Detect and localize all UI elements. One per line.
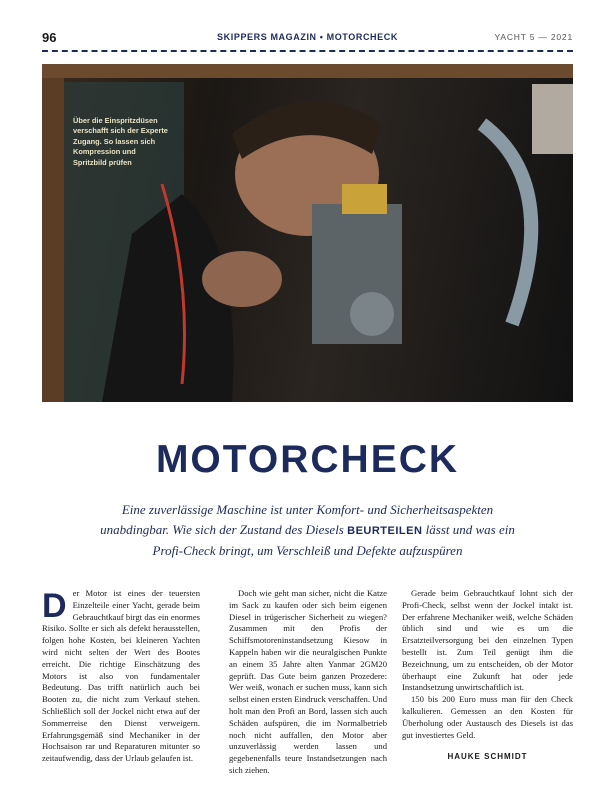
body-column-2	[229, 588, 387, 777]
photo-caption: Über die Einspritzdüsen verschafft sich der Experte Zugang. So lassen sich Kompression und Spritzbild prüfen	[73, 116, 168, 167]
hero-photo	[42, 64, 573, 402]
engine-photo-illustration	[42, 64, 573, 402]
header-divider	[42, 50, 573, 52]
lead-keyword: BEURTEILEN	[347, 524, 423, 537]
page-header	[42, 30, 573, 46]
lead-text-1: Eine zuverlässige Maschine ist unter Komfort- und Sicherheitsaspekten unabdingbar. Wie sich der Zustand des Diesels	[100, 502, 494, 537]
issue-label: YACHT 5 — 2021	[494, 32, 573, 42]
lead-text-2: lässt und was ein Profi-Check bringt, um Verschleiß und Defekte aufzuspüren	[152, 521, 515, 558]
body-paragraph: 150 bis 200 Euro muss man für den Check kalkulieren. Gemessen an den Kosten für Überholung oder Austausch des Diesels ist das gut investiertes Geld.	[402, 694, 573, 740]
body-paragraph: er Motor ist eines der teuersten Einzelteile einer Yacht, gerade beim Gebrauchtkauf birgt das ein enormes Risiko. Sollte er sich als defekt herausstellen, folgen hohe Kosten, bei kleineren Yachten wird nicht selten der Wert des Bootes erreicht. Die richtige Einschätzung des Motors ist also von fundamentaler Bedeutung. Das trifft natürlich auch bei Booten zu, die nicht zum Verkauf stehen. Schließlich soll der Jockel nicht etwa auf der Sommerreise den Dienst verweigern. Erfahrungsgemäß sind Mechaniker in der Hochsaison rar und Reparaturen mitunter so zeitaufwendig, dass der Urlaub gelaufen ist.	[42, 588, 200, 764]
wood-beam-top	[42, 64, 573, 78]
author-byline: HAUKE SCHMIDT	[447, 752, 528, 761]
body-column-1	[42, 588, 200, 765]
body-paragraph: Gerade beim Gebrauchtkauf lohnt sich der Profi-Check, selbst wenn der Jockel intakt ist. Der erfahrene Mechaniker weiß, welche Schäden üblich sind und wie es um die Ersatzteilversorgung bei den einzelnen Typen bestellt ist. Zum Teil genügt ihm die Bezeichnung, um zu entscheiden, ob der Motor überhaupt eine Zukunft hat oder jede Instandsetzung unwirtschaftlich ist.	[402, 588, 573, 693]
background-window	[532, 84, 573, 154]
drop-cap: D	[42, 587, 67, 625]
body-column-3	[402, 588, 573, 741]
body-paragraph: Doch wie geht man sicher, nicht die Katze im Sack zu kaufen oder sich beim eigenen Diesel in trügerischer Sicherheit zu wiegen? Zusammen mit den Profis der Schiffsmotoreninstandsetzung Kiesow in Kappeln haben wir die neuralgischen Punkte an einem 35 Jahre alten Yanmar 2GM20 geprüft. Das Gute beim ganzen Prozedere: Wer weiß, wonach er suchen muss, kann sich selbst einen ersten Eindruck verschaffen. Und holt man den Profi an Bord, lassen sich auch Schäden aufspüren, die im Normalbetrieb noch nicht auffallen, den Motor aber unzuverlässig werden lassen und gegebenenfalls teure Instandsetzungen nach sich ziehen.	[229, 588, 387, 775]
page-number: 96	[42, 30, 57, 45]
article-title: MOTORCHECK	[155, 438, 460, 481]
wood-post-left	[42, 78, 64, 402]
exhaust-hose	[482, 124, 531, 324]
article-lead	[92, 500, 523, 561]
engine-pulley	[350, 292, 394, 336]
injector-cap	[342, 184, 387, 214]
section-label: SKIPPERS MAGAZIN • MOTORCHECK	[217, 32, 398, 42]
mechanic-hand	[202, 251, 282, 307]
